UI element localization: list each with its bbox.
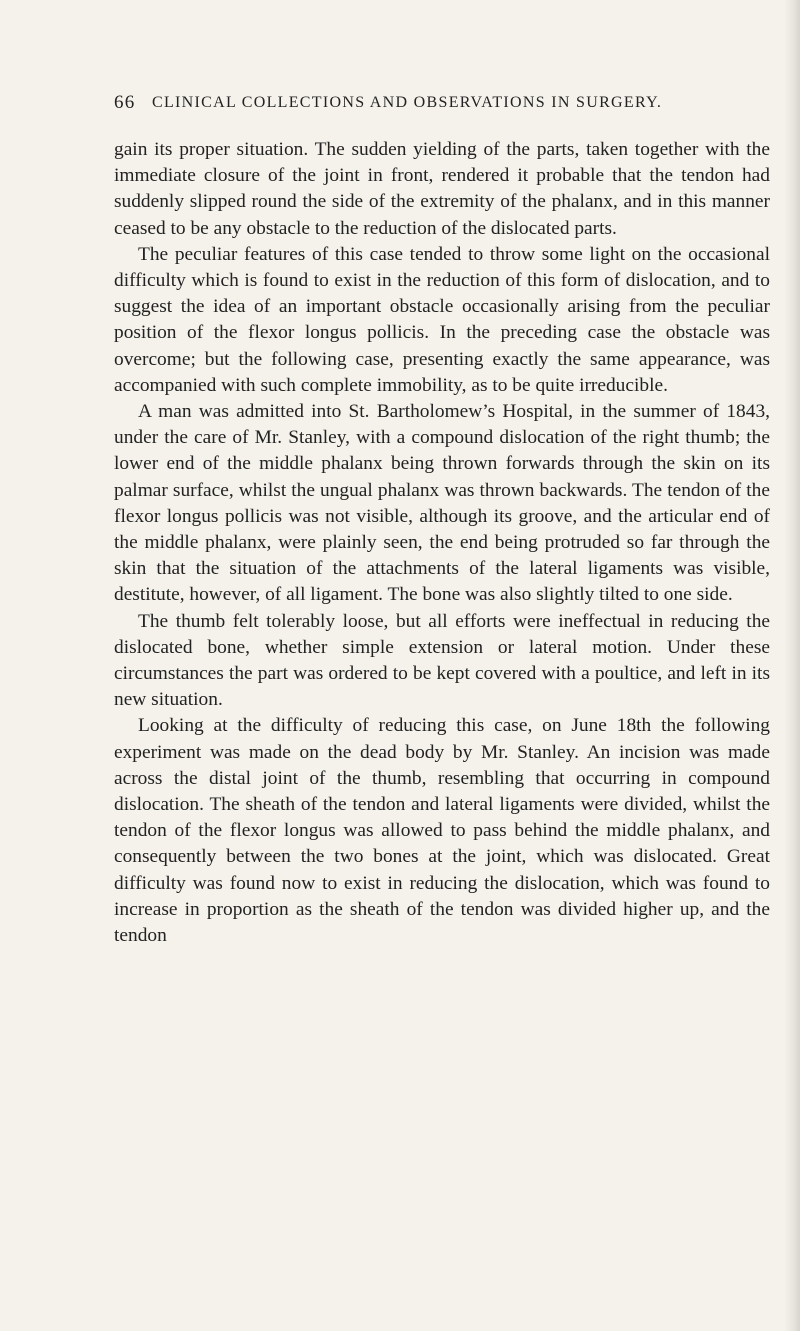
page-number: 66 xyxy=(114,92,136,113)
paragraph: The peculiar features of this case tended to throw some light on the occasional difficulty which is found to exist in the reduction of this form of dislocation, and to suggest the idea of an important obstacle occasionally arising from the peculiar position of the flexor longus pollicis. In the preceding case the obstacle was overcome; but the following case, presenting exactly the same appearance, was accompanied with such complete immobility, as to be quite irreducible. xyxy=(114,243,770,396)
paragraph: The thumb felt tolerably loose, but all efforts were ineffectual in reducing the dislocated bone, whether simple extension or lateral motion. Under these circumstances the part was ordered to be kept covered with a poultice, and left in its new situation. xyxy=(114,610,770,711)
paragraph-continued: gain its proper situation. The sudden yielding of the parts, taken together with the immediate closure of the joint in front, rendered it probable that the tendon had suddenly slipped round the side of the extremity of the phalanx, and in this manner ceased to be any obstacle to the reduction of the dislocated parts. xyxy=(114,139,770,239)
paragraph: Looking at the difficulty of reducing this case, on June 18th the following experiment was made on the dead body by Mr. Stanley. An incision was made across the distal joint of the thumb, resembling that occurring in compound dislocation. The sheath of the tendon and lateral ligaments were divided, whilst the tendon of the flexor longus was allowed to pass behind the middle phalanx, and consequently between the two bones at the joint, which was dislocated. Great difficulty was found now to exist in reducing the dislocation, which was found to increase in proportion as the sheath of the tendon was divided higher up, and the tendon xyxy=(114,715,770,947)
paragraph: A man was admitted into St. Bartholomew’s Hospital, in the summer of 1843, under the care of Mr. Stanley, with a compound dislocation of the right thumb; the lower end of the middle phalanx being thrown forwards through the skin on its palmar surface, whilst the ungual phalanx was thrown backwards. The tendon of the flexor longus pollicis was not visible, although its groove, and the articular end of the middle phalanx, were plainly seen, the end being protruded so far through the skin that the situation of the attachments of the lateral ligaments was visible, destitute, however, of all ligament. The bone was also slightly tilted to one side. xyxy=(114,401,770,606)
running-title: CLINICAL COLLECTIONS AND OBSERVATIONS IN SURGERY. xyxy=(152,94,663,111)
body-text xyxy=(114,137,770,949)
page-edge-shadow xyxy=(784,0,800,1331)
page-header xyxy=(114,92,774,122)
